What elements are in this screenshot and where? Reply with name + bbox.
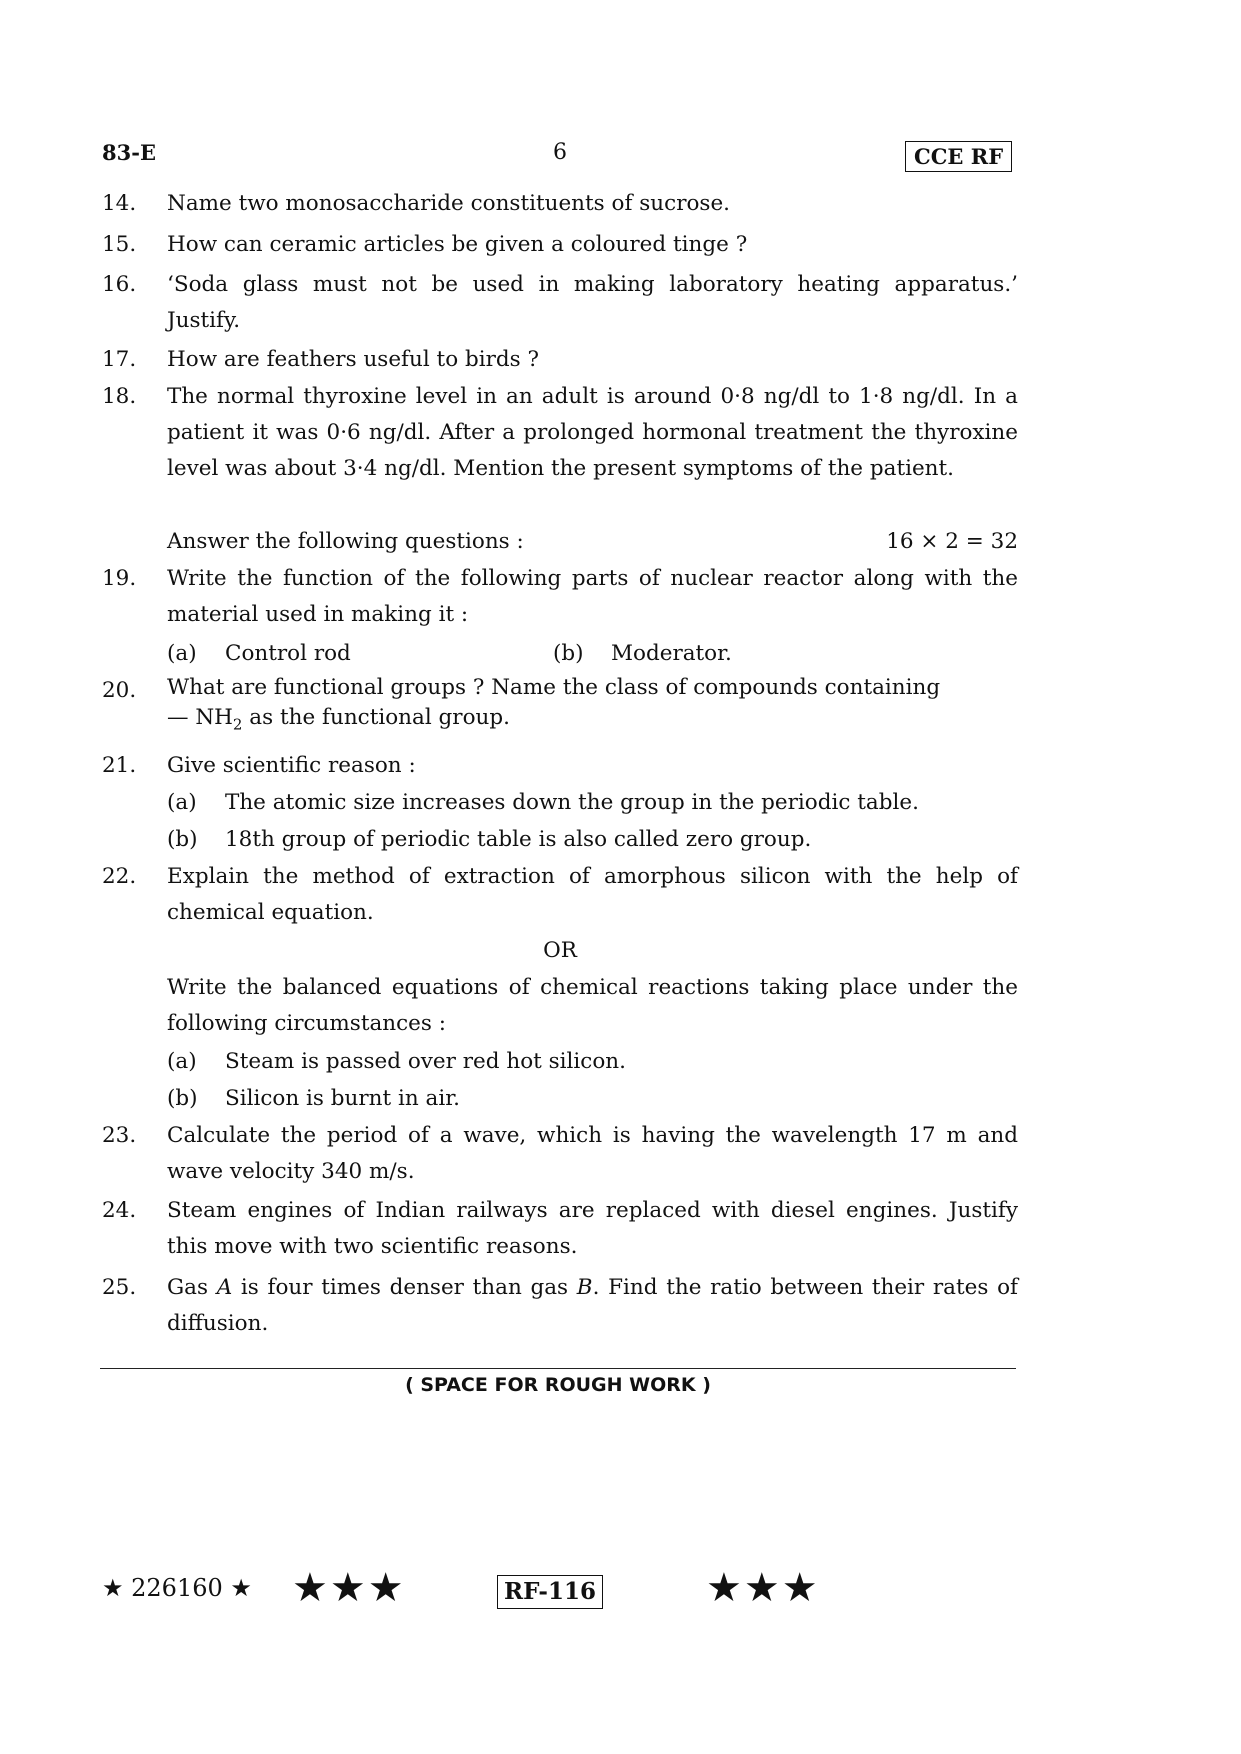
nh2-prefix: — NH <box>167 705 233 730</box>
question-text-end: . Find the ratio between their rates of diffusion. <box>167 1275 1018 1336</box>
stars-left-icon: ★★★ <box>292 1565 406 1611</box>
question-text: ‘Soda glass must not be used in making laboratory heating apparatus.’ Justify. <box>167 272 1018 333</box>
question-text: The normal thyroxine level in an adult is around 0·8 ng/dl to 1·8 ng/dl. In a patient it was 0·6 ng/dl. After a prolonged hormonal treatment the thyroxine level was about 3·4 ng/dl. Mention the present symptoms of the patient. <box>167 384 1018 481</box>
question-25 <box>102 1270 1018 1342</box>
q19-part-a <box>167 636 351 672</box>
question-text: Explain the method of extraction of amorphous silicon with the help of chemical equation. <box>167 864 1018 925</box>
question-number: 15. <box>102 232 137 257</box>
question-text-mid: is four times denser than gas <box>232 1275 577 1300</box>
question-text: How are feathers useful to birds ? <box>167 347 540 372</box>
question-number: 18. <box>102 384 137 409</box>
part-text: Silicon is burnt in air. <box>225 1086 460 1111</box>
rough-work-label: ( SPACE FOR ROUGH WORK ) <box>405 1374 711 1396</box>
question-number: 17. <box>102 347 137 372</box>
question-text: Gas <box>167 1275 217 1300</box>
part-label: (a) <box>167 790 197 815</box>
part-label: (b) <box>553 641 584 666</box>
page-number: 6 <box>553 140 567 165</box>
question-text: Name two monosaccharide constituents of sucrose. <box>167 191 731 216</box>
question-text: How can ceramic articles be given a coloured tinge ? <box>167 232 748 257</box>
part-text: Steam is passed over red hot silicon. <box>225 1049 626 1074</box>
question-23 <box>102 1118 1018 1190</box>
question-text-suffix: as the functional group. <box>242 705 510 730</box>
question-number: 20. <box>102 678 137 703</box>
footer-code: ★ 226160 ★ <box>102 1574 252 1602</box>
question-16 <box>102 267 1018 339</box>
question-number: 19. <box>102 566 137 591</box>
question-22-alternative <box>102 970 1018 1042</box>
q19-part-b <box>553 636 732 672</box>
part-text: Control rod <box>225 641 351 666</box>
question-number: 22. <box>102 864 137 889</box>
question-20 <box>102 673 1018 739</box>
part-label: (a) <box>167 1049 197 1074</box>
question-19 <box>102 561 1018 633</box>
rough-work-divider <box>100 1368 1016 1369</box>
question-number: 25. <box>102 1275 137 1300</box>
question-15 <box>102 227 1018 263</box>
question-number: 14. <box>102 191 137 216</box>
question-text: Calculate the period of a wave, which is having the wavelength 17 m and wave velocity 340 m/s. <box>167 1123 1018 1184</box>
question-text: Steam engines of Indian railways are replaced with diesel engines. Justify this move with two scientific reasons. <box>167 1198 1018 1259</box>
question-number: 24. <box>102 1198 137 1223</box>
question-number: 16. <box>102 272 137 297</box>
footer-badge: RF-116 <box>497 1575 603 1609</box>
nh2-subscript: 2 <box>232 715 243 734</box>
question-18 <box>102 379 1018 487</box>
question-number: 21. <box>102 753 137 778</box>
q22-alt-part-a <box>167 1044 626 1080</box>
q21-part-a <box>167 785 919 821</box>
question-text: Write the balanced equations of chemical reactions taking place under the following circumstances : <box>167 975 1018 1036</box>
stars-right-icon: ★★★ <box>706 1565 820 1611</box>
part-label: (b) <box>167 1086 198 1111</box>
part-text: 18th group of periodic table is also called zero group. <box>225 827 812 852</box>
question-24 <box>102 1193 1018 1265</box>
section-instruction-row <box>102 524 1018 560</box>
part-text: Moderator. <box>611 641 732 666</box>
part-label: (b) <box>167 827 198 852</box>
header-badge: CCE RF <box>905 141 1012 172</box>
part-text: The atomic size increases down the group in the periodic table. <box>225 790 919 815</box>
question-22 <box>102 859 1018 931</box>
question-text: Give scientific reason : <box>167 753 416 778</box>
question-text: What are functional groups ? Name the class of compounds containing <box>167 675 941 700</box>
q22-alt-part-b <box>167 1081 460 1117</box>
question-21 <box>102 748 1018 784</box>
question-number: 23. <box>102 1123 137 1148</box>
question-17 <box>102 342 1018 378</box>
part-label: (a) <box>167 641 197 666</box>
or-divider: OR <box>543 938 577 963</box>
section-marks: 16 × 2 = 32 <box>886 529 1018 554</box>
paper-code: 83-E <box>102 140 156 165</box>
gas-b: B <box>576 1275 593 1300</box>
section-instruction: Answer the following questions : <box>167 529 524 554</box>
question-text: Write the function of the following parts of nuclear reactor along with the material used in making it : <box>167 566 1018 627</box>
gas-a: A <box>216 1275 233 1300</box>
q21-part-b <box>167 822 811 858</box>
question-14 <box>102 186 1018 222</box>
